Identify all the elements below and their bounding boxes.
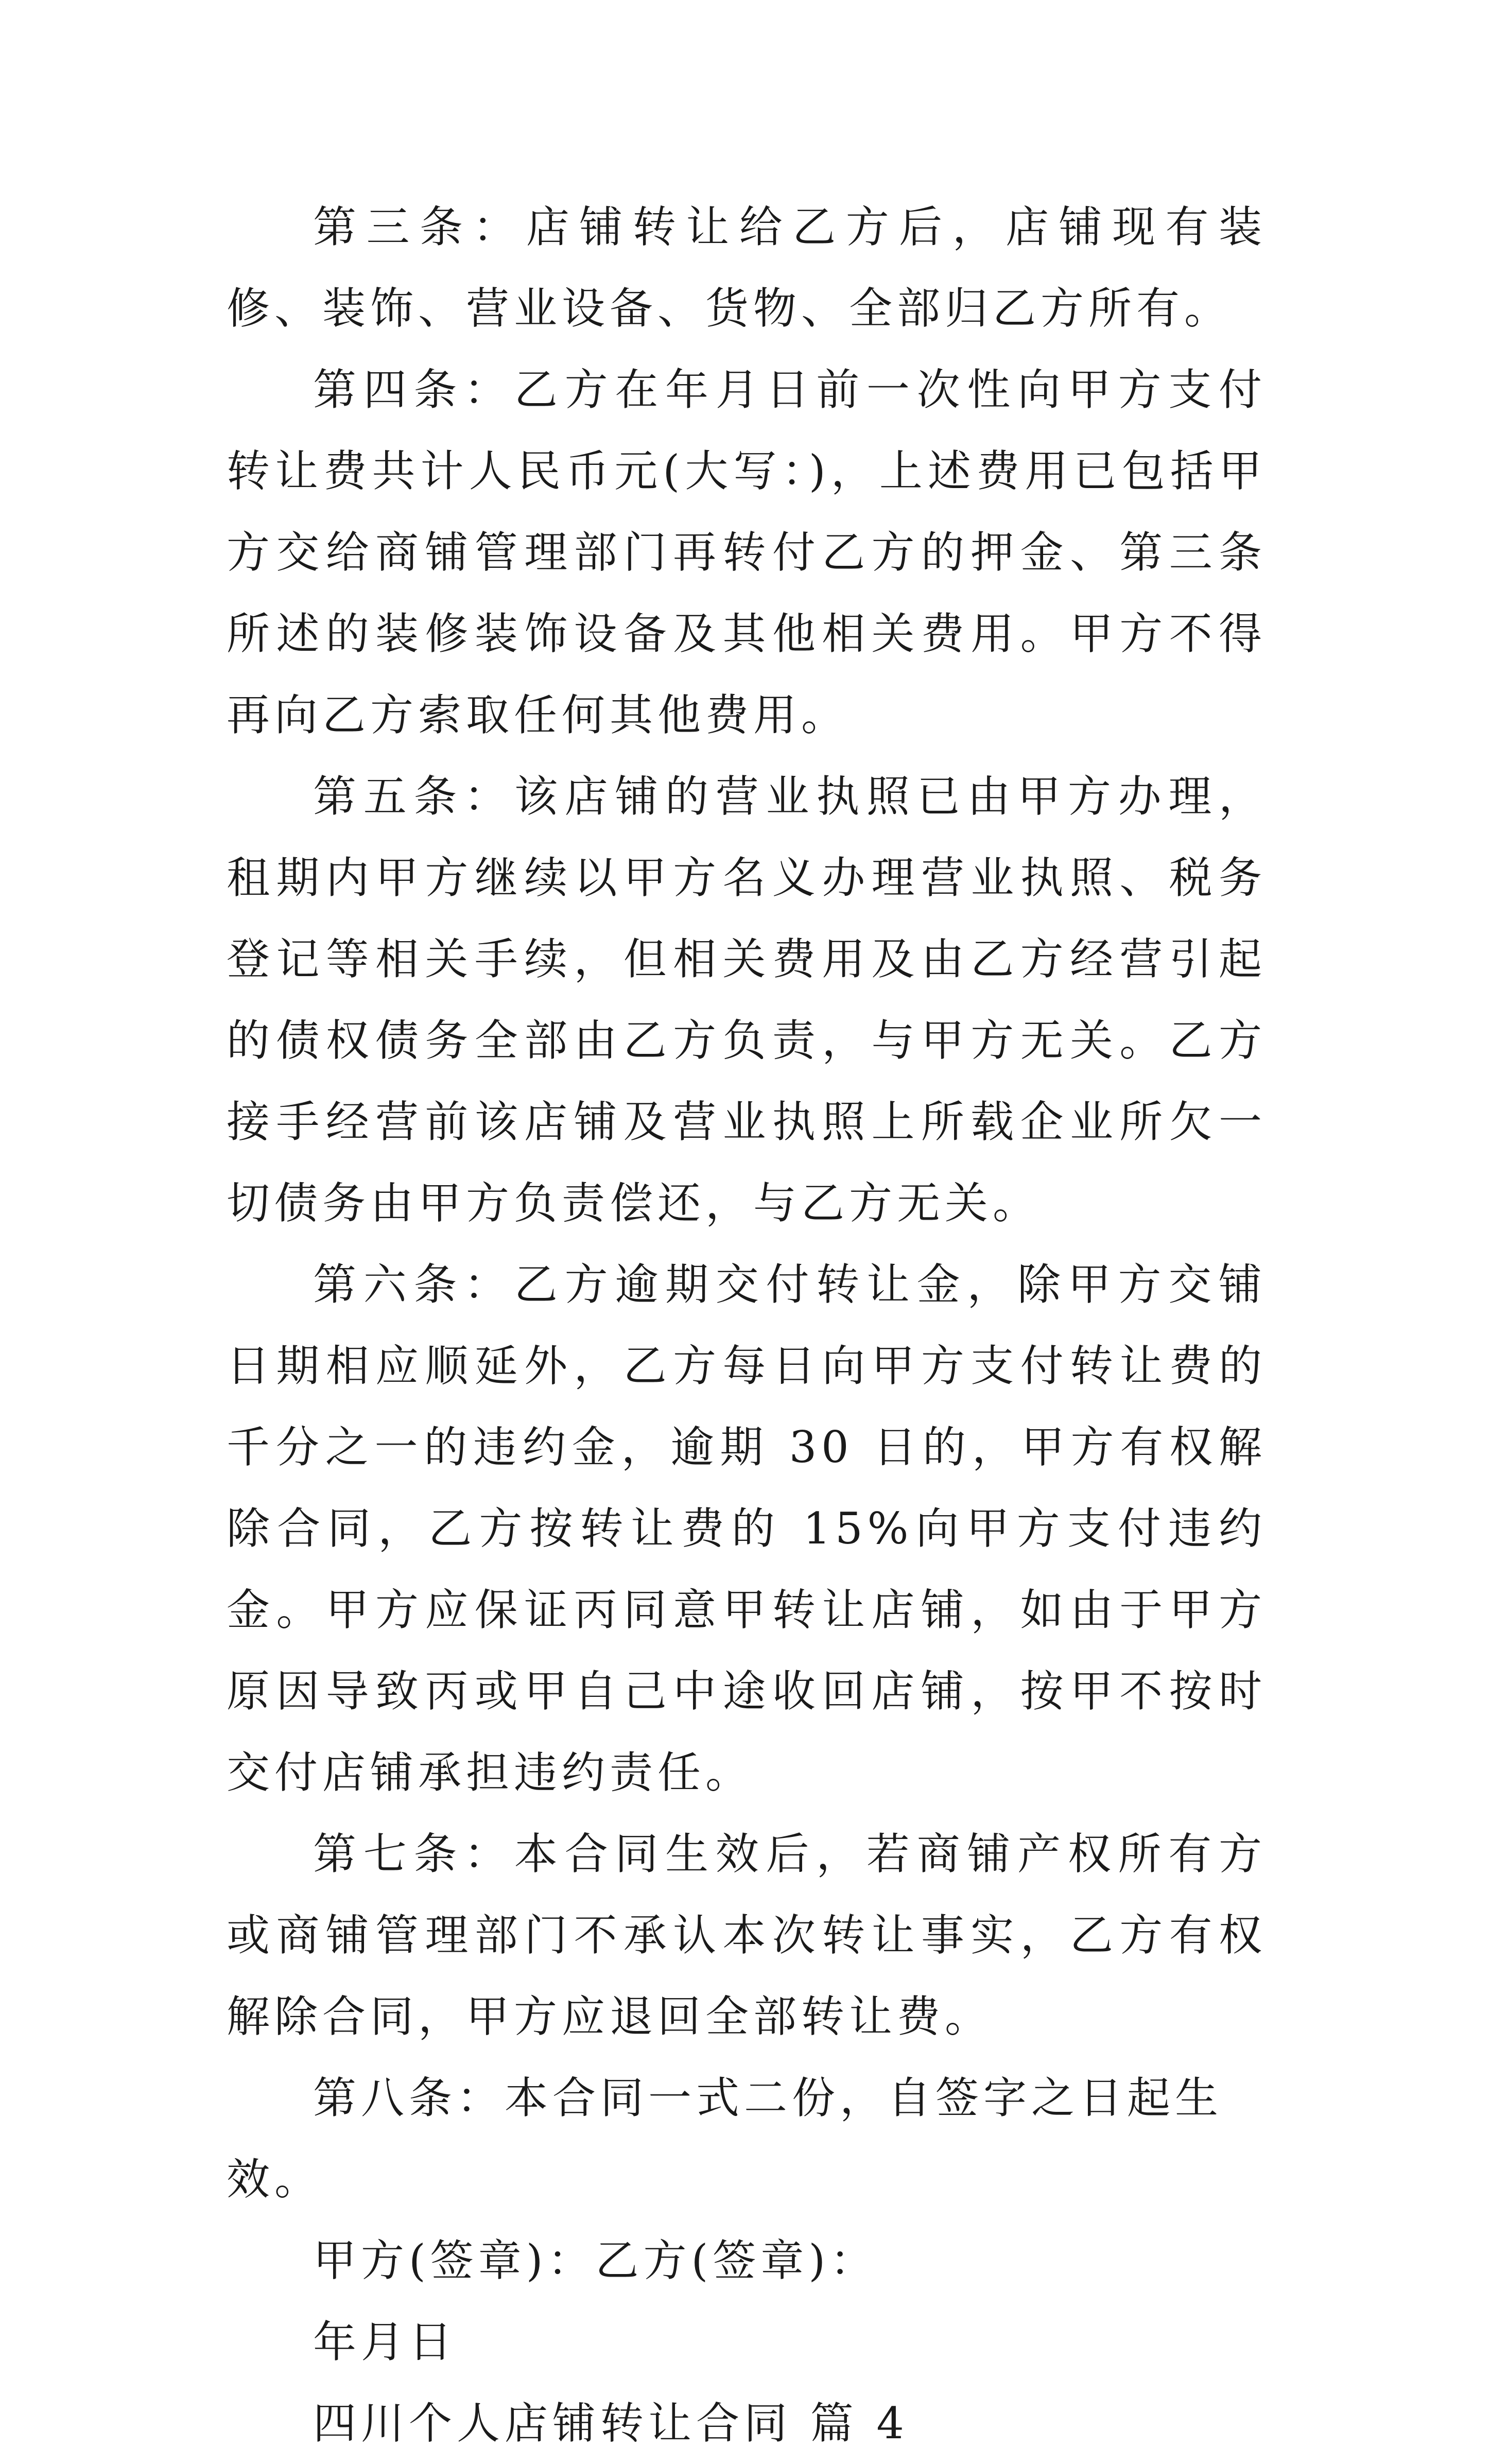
article-3-paragraph: 第三条：店铺转让给乙方后，店铺现有装修、装饰、营业设备、货物、全部归乙方所有。 [227,202,1267,334]
document-body [227,186,1267,2464]
article-5-paragraph: 第五条：该店铺的营业执照已由甲方办理，租期内甲方继续以甲方名义办理营业执照、税务登记等相关手续，但相关费用及由乙方经营引起的债权债务全部由乙方负责，与甲方无关。乙方接手经营前该店铺及营业执照上所载企业所欠一切债务由甲方负责偿还，与乙方无关。 [227,771,1267,1228]
section-heading: 四川个人店铺转让合同 篇 4 [313,2398,909,2449]
article-7-paragraph: 第七条：本合同生效后，若商铺产权所有方或商铺管理部门不承认本次转让事实，乙方有权解除合同，甲方应退回全部转让费。 [227,1829,1267,2042]
article-6-paragraph: 第六条：乙方逾期交付转让金，除甲方交铺日期相应顺延外，乙方每日向甲方支付转让费的千分之一的违约金，逾期 30 日的，甲方有权解除合同，乙方按转让费的 15%向甲方支付违约金。甲方应保证丙同意甲转让店铺，如由于甲方原因导致丙或甲自己中途收回店铺，按甲不按时交付店铺承担违约责任。 [227,1259,1267,1798]
article-8-paragraph: 第八条：本合同一式二份，自签字之日起生效。 [227,2073,1223,2205]
article-4-paragraph: 第四条：乙方在年月日前一次性向甲方支付转让费共计人民币元(大写：)，上述费用已包括甲方交给商铺管理部门再转付乙方的押金、第三条所述的装修装饰设备及其他相关费用。甲方不得再向乙方索取任何其他费用。 [227,365,1267,740]
signature-line: 甲方(签章)：乙方(签章)： [313,2235,878,2286]
date-line: 年月日 [313,2317,457,2367]
